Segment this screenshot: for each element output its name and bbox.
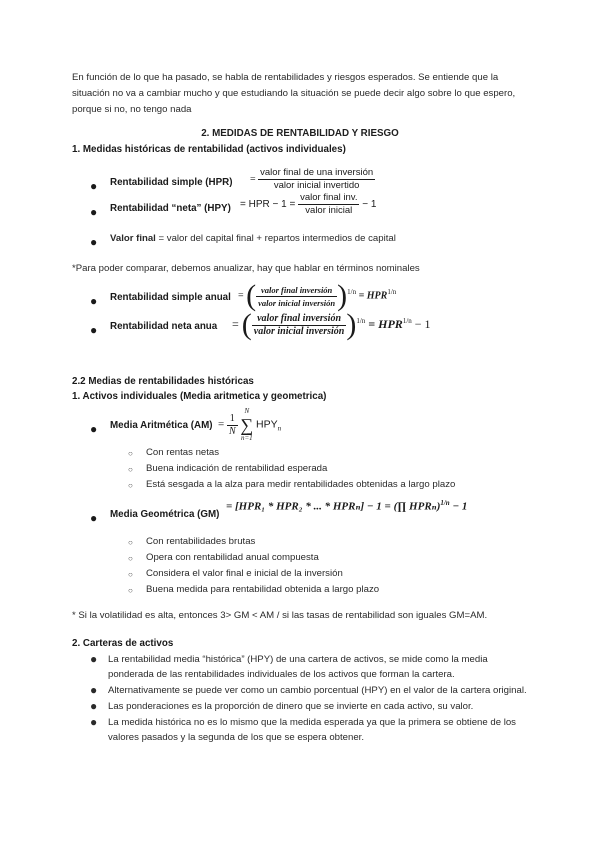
am-n: N: [228, 425, 236, 437]
bullet-icon: ●: [90, 294, 98, 308]
bullet-icon: ●: [90, 422, 98, 436]
circle-bullet-icon: ○: [128, 449, 133, 458]
anual-neta-exponent: 1/n: [356, 316, 366, 325]
am-sum: [240, 407, 253, 443]
am-sum-top: N: [244, 407, 250, 415]
anual-neta-rhs: = HPR: [368, 316, 403, 331]
hpy-denominator: valor inicial: [305, 205, 353, 216]
gm-item-3: Considera el valor final e inicial de la inversión: [146, 568, 343, 579]
anual-neta-rhs-tail: − 1: [414, 316, 431, 331]
circle-bullet-icon: ○: [128, 586, 133, 595]
am-term-sub: n: [277, 424, 282, 433]
am-one-over-n: [227, 413, 238, 438]
am-item-1: Con rentas netas: [146, 447, 220, 458]
hpy-numerator: valor final inv.: [300, 192, 358, 203]
hpy-lhs: = HPR − 1 =: [240, 199, 296, 211]
anual-simple-numerator: valor final inversión: [256, 284, 337, 297]
valor-final-text: = valor del capital final + repartos intermedios de capital: [155, 233, 396, 244]
hpy-rhs: − 1: [362, 199, 377, 211]
subsection-medias: 2.2 Medias de rentabilidades históricas: [72, 376, 254, 387]
bullet-icon: ●: [90, 235, 98, 249]
circle-bullet-icon: ○: [128, 570, 133, 579]
anual-neta-rhs-exponent: 1/n: [402, 316, 412, 325]
am-eq: =: [218, 418, 225, 431]
hpr-fraction: [258, 167, 375, 192]
carteras-item-1: La rentabilidad media “histórica” (HPY) de una cartera de activos, se mide como la media ponderada de las rentabilidades individuales de los activos que forman la cartera.: [108, 654, 488, 680]
gm-exponent: 1/n: [440, 499, 450, 507]
bullet-icon: ●: [90, 323, 98, 337]
valor-final-line: [110, 233, 396, 244]
bullet-icon: ●: [90, 699, 98, 713]
list-item: [90, 683, 530, 698]
am-sum-bottom: n=1: [240, 434, 253, 442]
am-item-3: Está sesgada a la alza para medir rentabilidades obtenidas a largo plazo: [146, 479, 456, 490]
anual-neta-denominator: valor inicial inversión: [253, 325, 345, 337]
carteras-item-3: Las ponderaciones es la proporción de dinero que se invierte en cada activo, su valor.: [108, 701, 474, 712]
subsection-carteras: 2. Carteras de activos: [72, 638, 174, 649]
list-item: [90, 715, 530, 745]
hpr-formula: [250, 167, 375, 192]
bullet-icon: ●: [90, 683, 98, 697]
gm-item-4: Buena medida para rentabilidad obtenida a largo plazo: [146, 584, 380, 595]
am-label: Media Aritmética (AM): [110, 420, 213, 431]
carteras-item-4: La medida histórica no es lo mismo que la medida esperada ya que la primera se obtiene de los valores pasados y la segunda de los que se espera obtener.: [108, 717, 516, 743]
hpy-fraction: [298, 192, 359, 217]
subsection-activos-individuales: 1. Activos individuales (Media aritmetica y geometrica): [72, 391, 327, 402]
anual-neta-formula: = ( $\frac{\text{valor final inversión}}{\text{valor inicial inversión}}$ )$^{1/n} = HPR^{1/n} - 1$: [232, 308, 431, 341]
bullet-icon: ●: [90, 511, 98, 525]
am-item-2: Buena indicación de rentabilidad esperada: [146, 463, 328, 474]
gm-formula-main: = [HPR₁ * HPR₂ * ... * HPRₙ] − 1 = (∏ HPRₙ): [226, 500, 441, 513]
note-anualizar: *Para poder comparar, debemos anualizar, hay que hablar en términos nominales: [72, 263, 420, 274]
note-volatilidad: * Si la volatilidad es alta, entonces 3> GM < AM / si las tasas de rentabilidad son iguales GM=AM.: [72, 610, 488, 621]
hpy-formula: [240, 192, 376, 217]
list-item: [90, 699, 530, 714]
anual-simple-label: Rentabilidad simple anual: [110, 292, 231, 303]
anual-simple-exponent: 1/n: [347, 287, 357, 296]
bullet-icon: ●: [90, 652, 98, 666]
gm-label: Media Geométrica (GM): [110, 509, 220, 520]
circle-bullet-icon: ○: [128, 465, 133, 474]
anual-simple-denominator: valor inicial inversión: [258, 297, 336, 308]
bullet-icon: ●: [90, 715, 98, 729]
anual-neta-label: Rentabilidad neta anua: [110, 321, 218, 332]
anual-neta-fraction: [252, 313, 347, 338]
subsection-historic-measures: 1. Medidas históricas de rentabilidad (activos individuales): [72, 144, 346, 155]
circle-bullet-icon: ○: [128, 538, 133, 547]
anual-simple-fraction: [256, 284, 337, 309]
am-one: 1: [227, 413, 238, 426]
list-item: [90, 652, 530, 682]
gm-tail: − 1: [452, 500, 468, 513]
gm-formula: [226, 499, 467, 513]
carteras-item-2: Alternativamente se puede ver como un cambio porcentual (HPY) en el valor de la cartera original.: [108, 685, 527, 696]
section-title: 2. MEDIDAS DE RENTABILIDAD Y RIESGO: [201, 128, 399, 139]
circle-bullet-icon: ○: [128, 554, 133, 563]
am-formula: [218, 407, 281, 443]
hpr-denominator: valor inicial invertido: [273, 180, 360, 191]
anual-neta-numerator: valor final inversión: [252, 313, 347, 326]
anual-simple-rhs-exponent: 1/n: [387, 287, 397, 296]
anual-simple-eq: =: [238, 290, 244, 302]
hpr-eq: =: [250, 173, 256, 185]
sum-icon: ∑: [240, 415, 254, 435]
bullet-icon: ●: [90, 205, 98, 219]
valor-final-label: Valor final: [110, 233, 156, 244]
carteras-list: [90, 652, 530, 746]
gm-item-1: Con rentabilidades brutas: [146, 536, 256, 547]
hpr-numerator: valor final de una inversión: [260, 167, 374, 178]
bullet-icon: ●: [90, 179, 98, 193]
intro-paragraph: En función de lo que ha pasado, se habla de rentabilidades y riesgos esperados. Se entiende que la situación no va a cambiar mucho y que estudiando la situación se puede decir algo sobre lo que espero, porque si no, no tengo nada: [72, 72, 516, 115]
hpy-label: Rentabilidad “neta” (HPY): [110, 203, 231, 214]
gm-item-2: Opera con rentabilidad anual compuesta: [146, 552, 319, 563]
am-term: HPY: [255, 418, 278, 431]
anual-simple-rhs: = HPR: [358, 290, 388, 302]
circle-bullet-icon: ○: [128, 481, 133, 490]
anual-simple-formula: = ( $\frac{\text{valor final inversión}}{\text{valor inicial inversión}}$ )$^{1/n} = HPR^{1/n}$: [238, 279, 397, 312]
hpr-label: Rentabilidad simple (HPR): [110, 177, 233, 188]
anual-neta-eq: =: [232, 316, 239, 331]
